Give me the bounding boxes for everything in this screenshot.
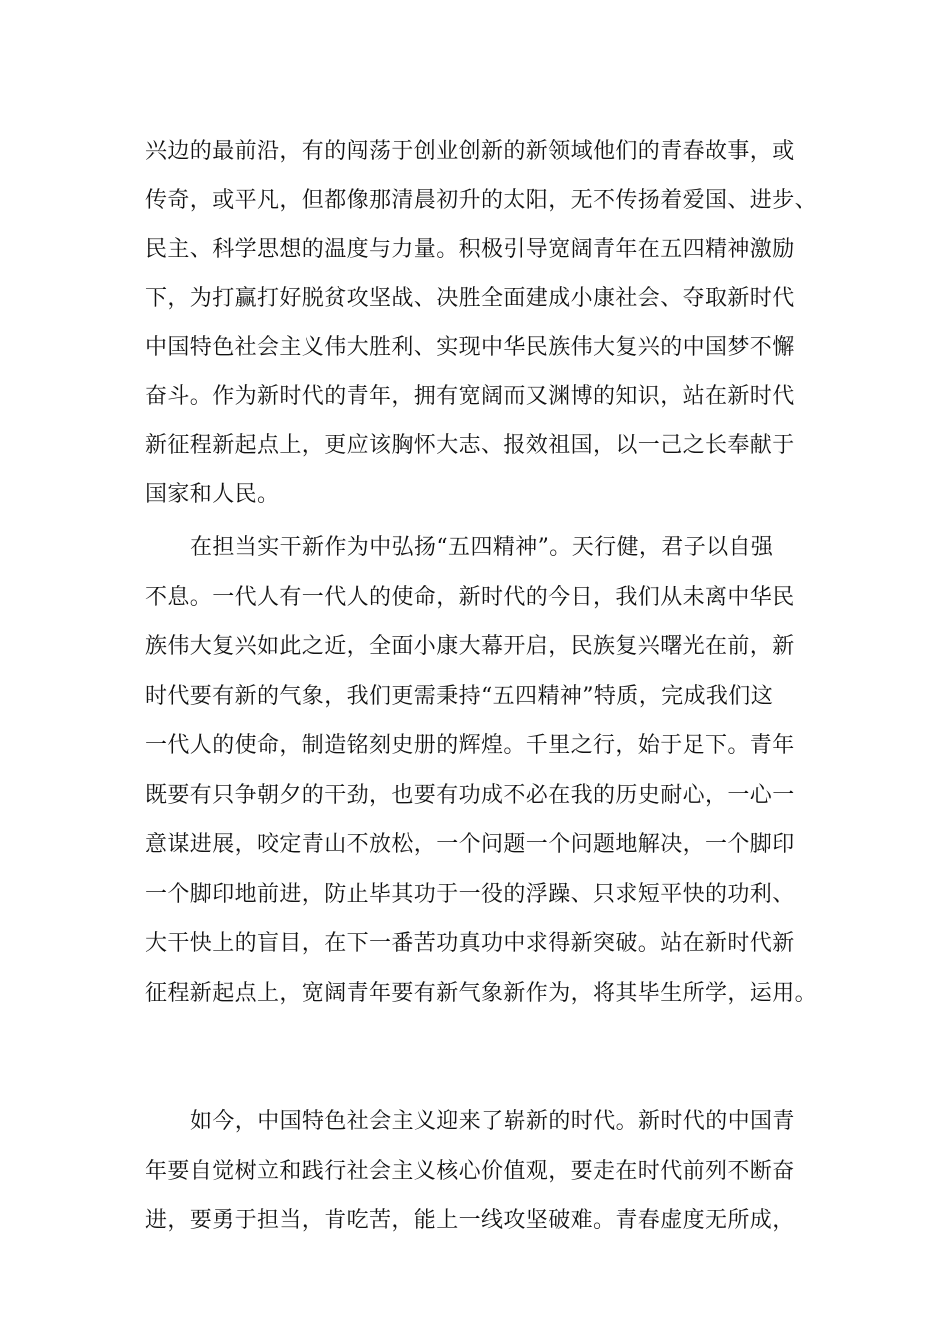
paragraph-2-line-10: 征程新起点上，宽阔青年要有新气象新作为，将其毕生所学，运用。 <box>145 981 818 1006</box>
paragraph-1-line-3: 民主、科学思想的温度与力量。积极引导宽阔青年在五四精神激励 <box>145 237 795 262</box>
paragraph-2-line-7: 意谋进展，咬定青山不放松，一个问题一个问题地解决，一个脚印 <box>145 832 795 857</box>
paragraph-2-line-6: 既要有只争朝夕的干劲，也要有功成不必在我的历史耐心，一心一 <box>145 783 795 808</box>
paragraph-2-line-8: 一个脚印地前进，防止毕其功于一役的浮躁、只求短平快的功利、 <box>145 882 795 907</box>
paragraph-2-line-4: 时代要有新的气象，我们更需秉持“五四精神”特质，完成我们这 <box>145 684 774 709</box>
paragraph-1-line-6: 奋斗。作为新时代的青年，拥有宽阔而又渊博的知识，站在新时代 <box>145 384 795 409</box>
paragraph-1-line-5: 中国特色社会主义伟大胜利、实现中华民族伟大复兴的中国梦不懈 <box>145 335 795 360</box>
paragraph-3-line-1: 如今，中国特色社会主义迎来了崭新的时代。新时代的中国青 <box>190 1109 795 1134</box>
paragraph-2-line-2: 不息。一代人有一代人的使命，新时代的今日，我们从未离中华民 <box>145 585 795 610</box>
paragraph-3-line-3: 进，要勇于担当，肯吃苦，能上一线攻坚破难。青春虚度无所成， <box>145 1208 795 1233</box>
paragraph-1-line-8: 国家和人民。 <box>145 482 280 507</box>
paragraph-1-line-1: 兴边的最前沿，有的闯荡于创业创新的新领域他们的青春故事，或 <box>145 139 795 164</box>
paragraph-1-line-2: 传奇，或平凡，但都像那清晨初升的太阳，无不传扬着爱国、进步、 <box>145 188 818 213</box>
paragraph-3-line-2: 年要自觉树立和践行社会主义核心价值观，要走在时代前列不断奋 <box>145 1159 795 1184</box>
paragraph-2-line-1: 在担当实干新作为中弘扬“五四精神”。天行健，君子以自强 <box>190 535 774 560</box>
paragraph-2-line-9: 大干快上的盲目，在下一番苦功真功中求得新突破。站在新时代新 <box>145 931 795 956</box>
paragraph-1-line-4: 下，为打赢打好脱贫攻坚战、决胜全面建成小康社会、夺取新时代 <box>145 286 795 311</box>
paragraph-2-line-3: 族伟大复兴如此之近，全面小康大幕开启，民族复兴曙光在前，新 <box>145 634 795 659</box>
paragraph-1-line-7: 新征程新起点上，更应该胸怀大志、报效祖国，以一己之长奉献于 <box>145 433 795 458</box>
paragraph-2-line-5: 一代人的使命，制造铭刻史册的辉煌。千里之行，始于足下。青年 <box>145 733 795 758</box>
